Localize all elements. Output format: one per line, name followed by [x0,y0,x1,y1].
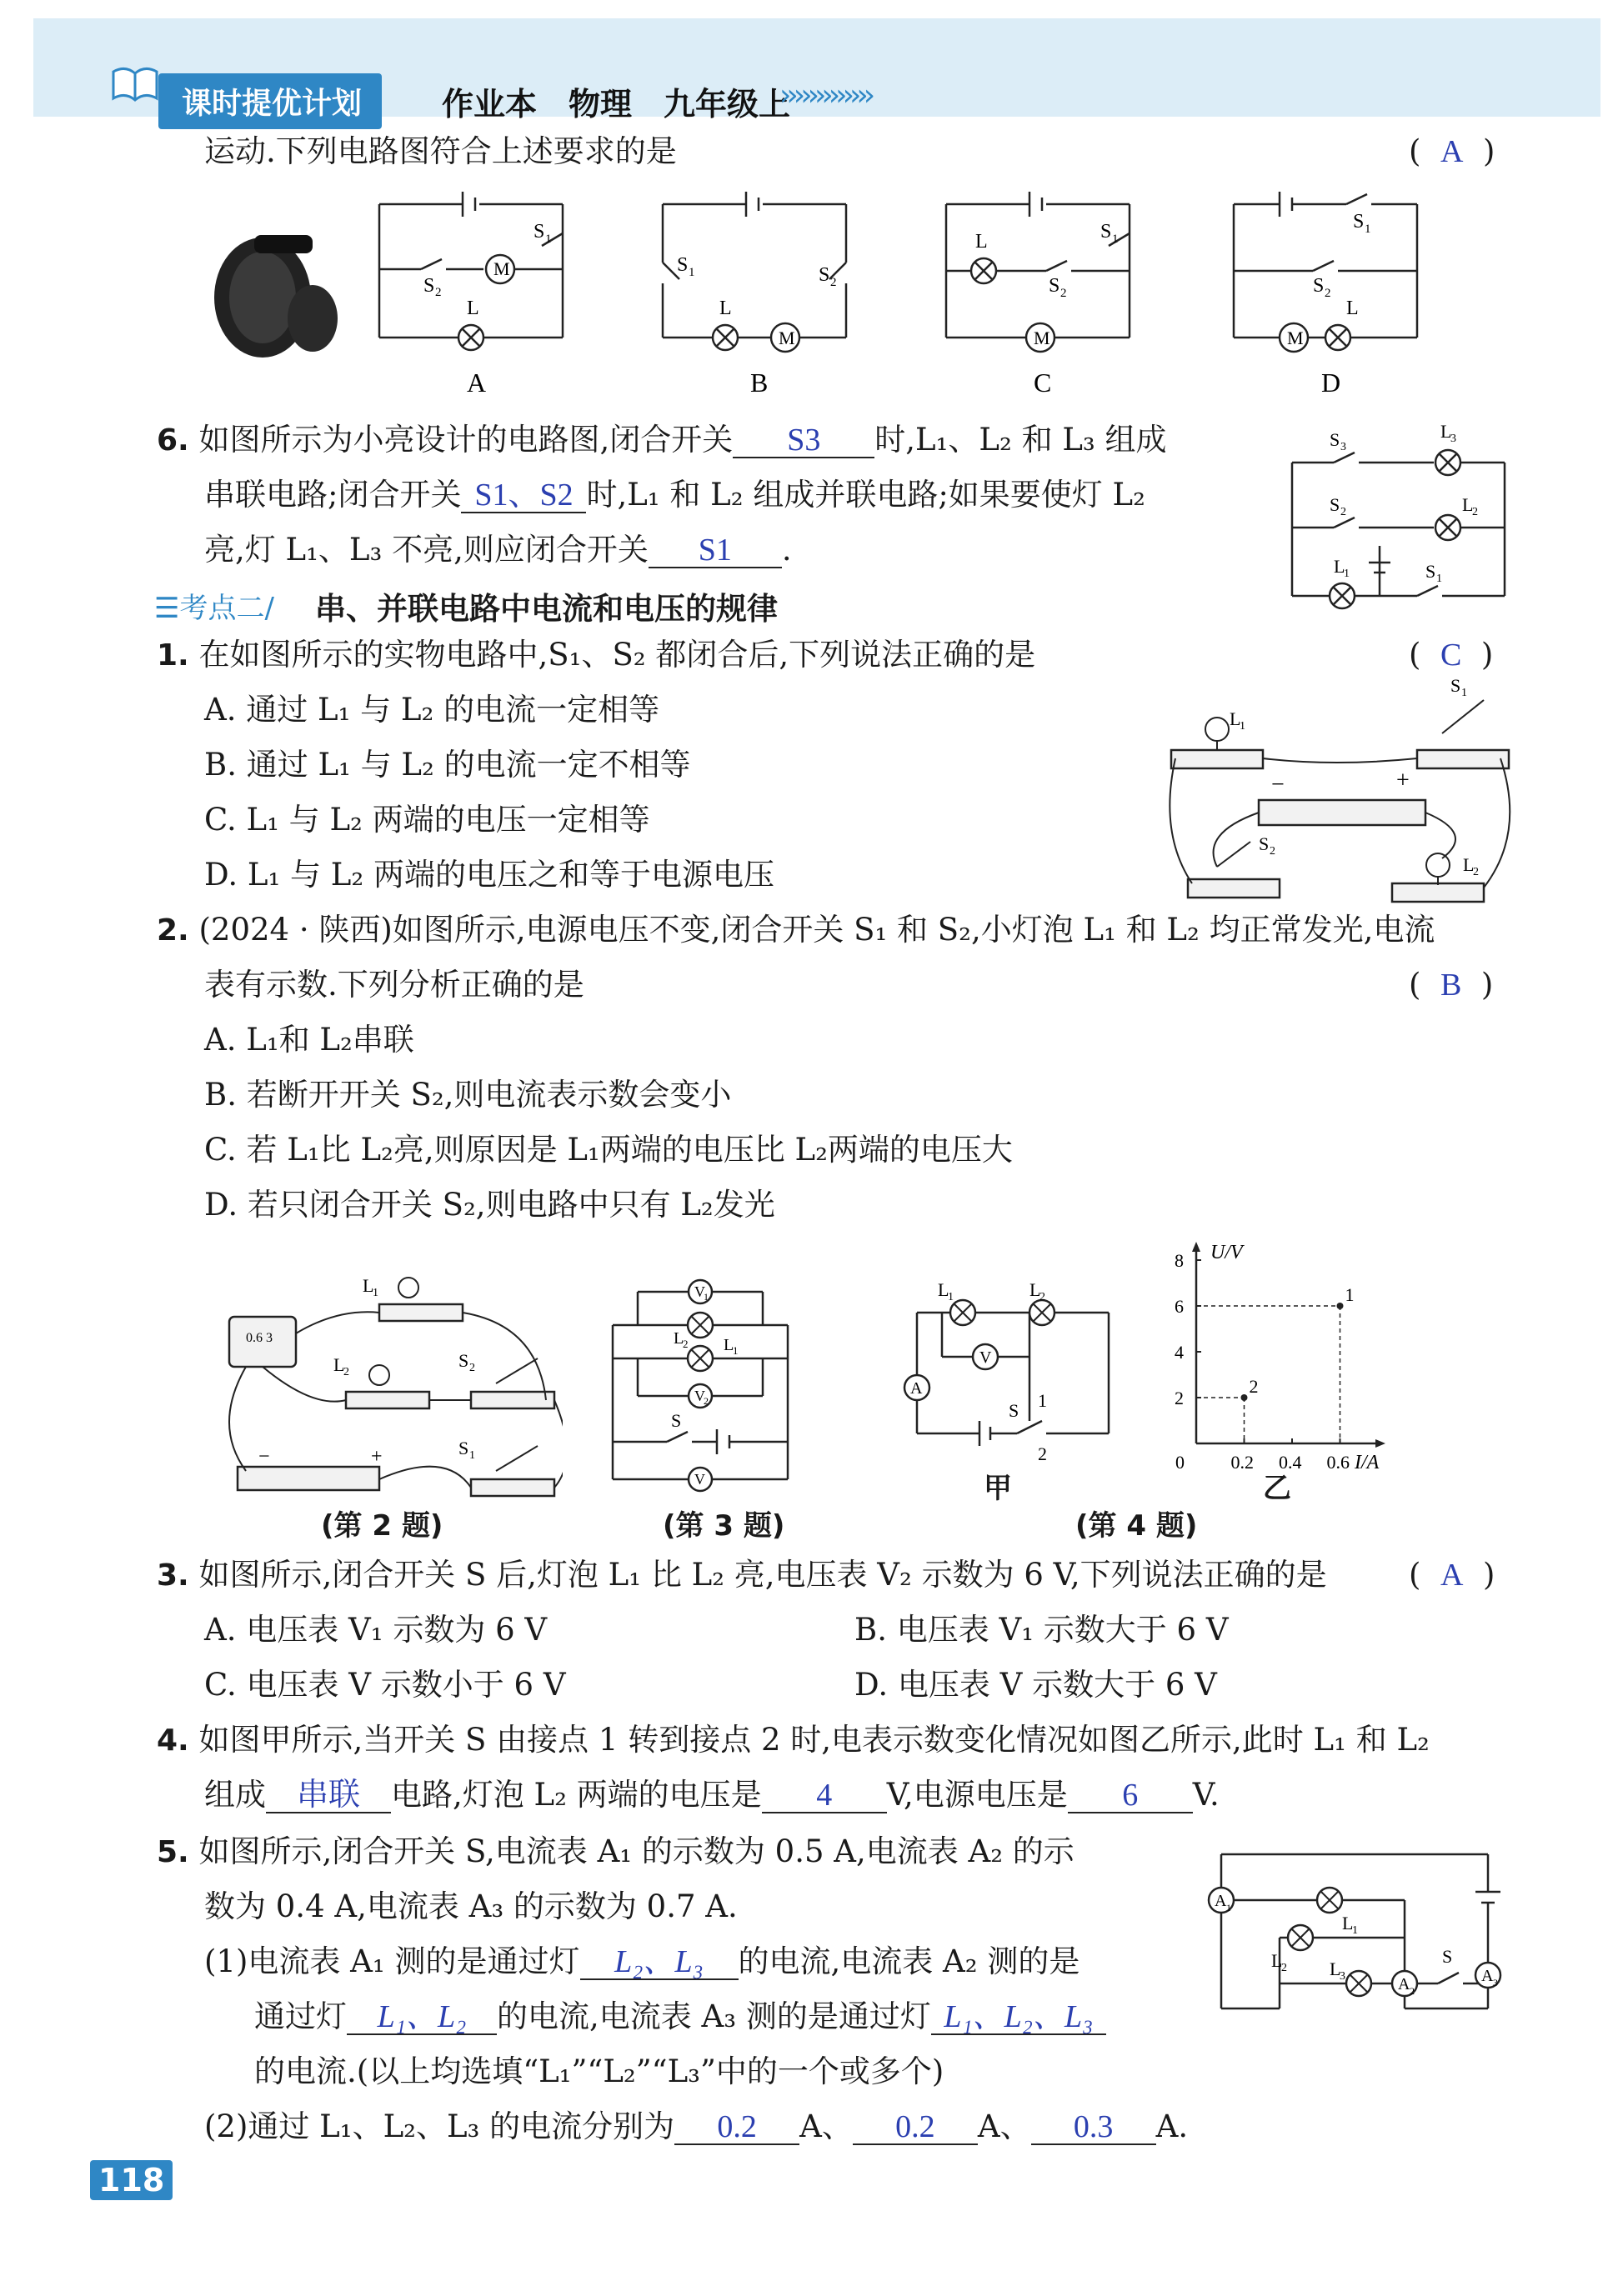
s2q1-option-a: A. 通过 L₁ 与 L₂ 的电流一定相等 [204,692,660,728]
figure-2-caption: (第 2 题) [321,1509,443,1543]
q6-blank1[interactable] [733,423,874,458]
s2q5-part1-line1 [204,1945,1079,1980]
s2q1-physical-circuit [1167,667,1517,917]
svg-text:2: 2 [469,1362,475,1374]
svg-text:L: L [674,1329,684,1348]
book-icon [110,62,160,103]
s2q3-answer-bracket: ( A ) [1409,1557,1495,1593]
s2q2-option-a: A. L₁和 L₂串联 [204,1022,414,1058]
y-tick-label: 8 [1175,1250,1184,1271]
svg-text:L: L [1271,1950,1283,1971]
svg-text:V: V [694,1471,705,1488]
q6-line2 [204,478,1145,513]
s2q2-answer: B [1440,968,1462,1003]
svg-text:M: M [493,258,510,279]
s2q5-unit3: A. [1155,2108,1189,2144]
svg-text:3: 3 [1340,1970,1345,1983]
figure-3-caption: (第 3 题) [663,1509,785,1543]
q6-text-2b: 时,L₁ 和 L₂ 组成并联电路;如果要使灯 L₂ [586,477,1145,513]
svg-text:L: L [1463,854,1475,875]
svg-text:2: 2 [1060,287,1067,300]
s2q4-line1 [157,1723,1430,1758]
svg-text:M: M [1034,328,1050,348]
svg-text:S: S [458,1438,469,1458]
page-header [33,18,1600,123]
svg-text:1: 1 [1226,1902,1231,1913]
s2q5-blank6[interactable] [1031,2110,1156,2145]
svg-text:L: L [1230,708,1241,729]
svg-text:2: 2 [343,1366,349,1378]
figure-4-caption: (第 4 题) [1075,1509,1198,1543]
s2q5-answer1: L₂、L₃ [614,1944,704,1979]
svg-text:L: L [719,298,732,319]
s2q4-text-2b: 电路,灯泡 L₂ 两端的电压是 [391,1777,762,1813]
svg-text:L: L [363,1275,374,1296]
svg-text:S: S [671,1410,682,1431]
s2q2-number: 2. [157,913,189,948]
s2q1-stem [157,638,1035,673]
s2q5-answer5: 0.2 [895,2109,935,2144]
q6-circuit [1284,413,1517,621]
s2q5-blank1[interactable] [580,1945,739,1980]
svg-text:S: S [1425,561,1436,582]
s2q1-answer: C [1440,638,1462,673]
svg-text:−: − [1271,772,1285,798]
svg-text:M: M [1287,328,1304,348]
svg-text:2: 2 [1473,866,1479,878]
s2q1-stem-text: 在如图所示的实物电路中,S₁、S₂ 都闭合后,下列说法正确的是 [198,637,1036,673]
svg-text:1: 1 [469,1449,475,1462]
figure-4-jia-label: 甲 [984,1472,1012,1505]
figure-4-jia-circuit [892,1267,1125,1467]
q6-answer3: S1 [698,533,732,568]
data-point [1241,1394,1248,1401]
svg-text:2: 2 [1039,1291,1045,1303]
s2q4-blank1[interactable] [266,1778,391,1813]
svg-text:S: S [1442,1946,1453,1967]
s2q5-circuit [1205,1838,1521,2029]
yi-guides [1196,1306,1340,1443]
option-a-label: A [467,368,487,398]
s2q4-number: 4. [157,1723,189,1758]
s2q5-part1-line3: 的电流.(以上均选填“L₁”“L₂”“L₃”中的一个或多个) [254,2053,944,2089]
circuit-option-d [1230,188,1442,400]
svg-text:1: 1 [733,1344,739,1357]
svg-text:A: A [1215,1892,1227,1910]
s2q5-unit1: A、 [799,2108,853,2144]
s2q4-text-2d: V. [1192,1777,1220,1813]
svg-text:L: L [975,231,988,253]
circuit-option-a [375,188,592,400]
svg-text:2: 2 [704,1395,709,1407]
y-tick-label: 4 [1175,1342,1184,1363]
s2q3-option-b: B. 电压表 V₁ 示数大于 6 V [854,1612,1229,1648]
svg-text:L: L [1440,421,1452,442]
svg-text:1: 1 [1352,1924,1358,1937]
s2q3-option-d: D. 电压表 V 示数大于 6 V [854,1667,1217,1703]
svg-text:L: L [467,298,479,319]
svg-text:3: 3 [1450,433,1456,445]
brand-label: 课时提优计划 [158,73,382,129]
svg-text:1: 1 [545,233,552,246]
x-axis-label: I/A [1355,1452,1380,1473]
s2q5-answer6: 0.3 [1073,2109,1114,2144]
s2q1-answer-bracket: ( C ) [1409,637,1494,673]
s2q2-stem1 [157,913,1435,948]
q6-line3 [204,533,792,568]
svg-text:0.6 3: 0.6 3 [246,1331,273,1345]
svg-text:S: S [819,264,830,286]
s2q4-answer2: 4 [816,1778,833,1813]
svg-text:2: 2 [683,1338,689,1350]
svg-text:−: − [258,1446,270,1468]
q6-answer1: S3 [787,423,821,458]
s2q5-text-4a: (2)通过 L₁、L₂、L₃ 的电流分别为 [204,2108,675,2144]
svg-text:S: S [458,1350,469,1371]
x-tick-label: 0.4 [1279,1452,1302,1473]
svg-text:1: 1 [689,266,695,279]
section-tag [154,585,274,626]
book-subtitle: 作业本 物理 九年级上 [442,86,791,123]
q6-number: 6. [157,423,189,458]
unicycle-image [204,218,346,360]
s2q5-line1 [157,1835,1074,1869]
s2q4-blank2[interactable] [762,1778,887,1813]
svg-text:2: 2 [1410,1985,1415,1997]
svg-text:2: 2 [1340,506,1346,518]
svg-text:A: A [1398,1975,1410,1993]
origin-label: 0 [1175,1452,1185,1473]
s2q3-option-a: A. 电压表 V₁ 示数为 6 V [204,1612,548,1648]
y-tick-label: 2 [1175,1388,1184,1408]
svg-text:S: S [677,254,689,276]
figure-4-yi-chart [1142,1233,1392,1483]
s2q4-blank3[interactable] [1068,1778,1193,1813]
svg-text:1: 1 [373,1287,378,1299]
data-point [1337,1303,1344,1309]
section-title: 串、并联电路中电流和电压的规律 [315,591,778,627]
q6-text-1b: 时,L₁、L₂ 和 L₃ 组成 [874,422,1167,458]
svg-text:S: S [1330,429,1340,450]
svg-text:2: 2 [435,286,442,299]
svg-text:S: S [1009,1400,1019,1421]
s2q2-stem2: 表有示数.下列分析正确的是 [204,967,584,1003]
x-tick-label: 0.2 [1230,1452,1254,1473]
svg-text:L: L [1330,1958,1341,1979]
svg-text:1: 1 [1240,720,1245,733]
y-axis-label: U/V [1210,1242,1243,1263]
option-b-label: B [750,368,769,398]
circuit-option-b [659,188,867,400]
q6-blank2[interactable] [461,478,586,513]
y-axis-arrow-icon [1192,1242,1200,1252]
svg-text:L: L [1334,556,1345,577]
s2q2-option-b: B. 若断开开关 S₂,则电流表示数会变小 [204,1077,732,1113]
figure-4-yi-label: 乙 [1263,1472,1291,1505]
svg-text:S: S [1100,221,1112,243]
s2q5-blank5[interactable] [853,2110,978,2145]
s2q4-text-2a: 组成 [204,1777,266,1813]
svg-text:A: A [1481,1967,1494,1985]
svg-text:S: S [1049,275,1060,297]
q5-text: 运动.下列电路图符合上述要求的是 [204,133,677,169]
q5-answer: A [1440,134,1464,169]
yi-ticks [1175,1250,1350,1473]
svg-text:S: S [533,221,545,243]
svg-text:3: 3 [1340,441,1346,453]
svg-text:S: S [1259,833,1270,854]
s2q3-stem-text: 如图所示,闭合开关 S 后,灯泡 L₁ 比 L₂ 亮,电压表 V₂ 示数为 6 V,下列说法正确的是 [198,1557,1327,1593]
x-tick-label: 0.6 [1326,1452,1350,1473]
svg-text:L: L [1342,1913,1354,1933]
s2q5-unit2: A、 [977,2108,1031,2144]
s2q1-option-b: B. 通过 L₁ 与 L₂ 的电流一定不相等 [204,747,691,783]
svg-text:1: 1 [704,1291,709,1303]
svg-text:+: + [1396,768,1410,793]
svg-text:L: L [938,1279,949,1300]
circuit-option-c [942,188,1150,400]
svg-text:1: 1 [1344,568,1350,580]
header-arrows: ››››››››››››› [779,78,871,113]
s2q4-answer3: 6 [1122,1778,1139,1813]
s2q3-option-c: C. 电压表 V 示数小于 6 V [204,1667,566,1703]
figure-2-circuit [213,1258,563,1500]
svg-text:1: 1 [1038,1390,1047,1411]
y-tick-label: 6 [1175,1296,1184,1317]
s2q5-text-1b: 的电流,电流表 A₂ 测的是 [738,1943,1080,1979]
s2q4-line1-text: 如图甲所示,当开关 S 由接点 1 转到接点 2 时,电表示数变化情况如图乙所示,此时 L₁ 和 L₂ [198,1722,1430,1758]
x-axis-arrow-icon [1375,1439,1385,1448]
page-number: 118 [90,2160,173,2200]
s2q4-text-2c: V,电源电压是 [886,1777,1068,1813]
s2q1-option-c: C. L₁ 与 L₂ 两端的电压一定相等 [204,802,650,838]
s2q2-answer-bracket: ( B ) [1409,967,1494,1003]
s2q5-line2: 数为 0.4 A,电流表 A₃ 的示数为 0.7 A. [204,1888,738,1924]
s2q5-part2 [204,2110,1188,2145]
q6-text-2a: 串联电路;闭合开关 [204,477,462,513]
svg-text:1: 1 [1436,573,1442,585]
svg-text:+: + [371,1446,383,1468]
s2q4-answer1: 串联 [296,1778,360,1813]
option-d-label: D [1321,368,1341,398]
svg-text:L: L [1462,494,1474,515]
s2q5-blank3[interactable] [931,2000,1106,2035]
data-point-label: 2 [1249,1376,1259,1397]
data-point-label: 1 [1345,1284,1355,1305]
q6-text-3b: . [781,532,792,568]
svg-text:2: 2 [1038,1443,1047,1464]
s2q3-number: 3. [157,1558,189,1593]
q5-answer-bracket: ( A ) [1409,133,1495,169]
svg-text:S: S [1313,275,1325,297]
svg-text:1: 1 [1365,223,1371,236]
svg-text:S: S [1353,211,1365,233]
svg-text:2: 2 [1325,287,1331,300]
s2q3-answer: A [1440,1558,1464,1593]
svg-text:2: 2 [830,276,837,289]
s2q5-blank4[interactable] [674,2110,799,2145]
s2q5-answer3: L₁、L₂、L₃ [944,1999,1094,2034]
svg-text:L: L [1346,298,1359,319]
q6-text-1a: 如图所示为小亮设计的电路图,闭合开关 [198,422,734,458]
svg-text:V: V [979,1348,992,1367]
svg-text:V: V [694,1283,705,1300]
s2q1-number: 1. [157,638,189,673]
q6-text-3a: 亮,灯 L₁、L₃ 不亮,则应闭合开关 [204,532,649,568]
yi-points [1241,1284,1355,1401]
q6-blank3[interactable] [649,533,782,568]
svg-text:S: S [423,275,435,297]
svg-text:M: M [779,328,795,348]
svg-text:2: 2 [1281,1962,1287,1974]
s2q2-option-c: C. 若 L₁比 L₂亮,则原因是 L₁两端的电压比 L₂两端的电压大 [204,1132,1013,1168]
option-c-label: C [1034,368,1052,398]
s2q5-answer2: L₁、L₂ [377,1999,467,2034]
q6-line1 [157,423,1167,458]
section-tag-text: 考点二/ [179,592,274,625]
s2q5-answer4: 0.2 [717,2109,757,2144]
s2q5-text-2a: 通过灯 [254,1998,347,2034]
s2q2-stem1-text: (2024 · 陕西)如图所示,电源电压不变,闭合开关 S₁ 和 S₂,小灯泡 L₁ 和 L₂ 均正常发光,电流 [198,912,1435,948]
svg-text:2: 2 [1270,845,1275,858]
figure-3-circuit [600,1275,800,1500]
s2q5-number: 5. [157,1835,189,1869]
svg-text:S: S [1450,675,1461,696]
s2q5-line1-text: 如图所示,闭合开关 S,电流表 A₁ 的示数为 0.5 A,电流表 A₂ 的示 [198,1833,1074,1869]
svg-text:L: L [1029,1279,1041,1300]
s2q5-text-2b: 的电流,电流表 A₃ 测的是通过灯 [497,1998,931,2034]
section-icon: ☰ [154,592,180,625]
s2q2-option-d: D. 若只闭合开关 S₂,则电路中只有 L₂发光 [204,1187,775,1223]
q6-answer2: S1、S2 [474,478,574,513]
svg-text:S: S [1330,494,1340,515]
s2q3-stem [157,1558,1327,1593]
s2q5-blank2[interactable] [347,2000,497,2035]
s2q5-part1-line2 [254,2000,1106,2035]
svg-text:1: 1 [1112,233,1119,246]
svg-text:1: 1 [948,1291,954,1303]
svg-text:1: 1 [1461,687,1467,699]
s2q1-option-d: D. L₁ 与 L₂ 两端的电压之和等于电源电压 [204,857,774,893]
s2q5-text-1a: (1)电流表 A₁ 测的是通过灯 [204,1943,580,1979]
svg-text:L: L [724,1336,734,1354]
svg-text:L: L [333,1354,345,1375]
s2q4-line2 [204,1778,1220,1813]
svg-text:3: 3 [1493,1977,1498,1988]
svg-text:2: 2 [1472,506,1478,518]
svg-text:V: V [694,1388,705,1404]
svg-text:A: A [910,1379,923,1398]
